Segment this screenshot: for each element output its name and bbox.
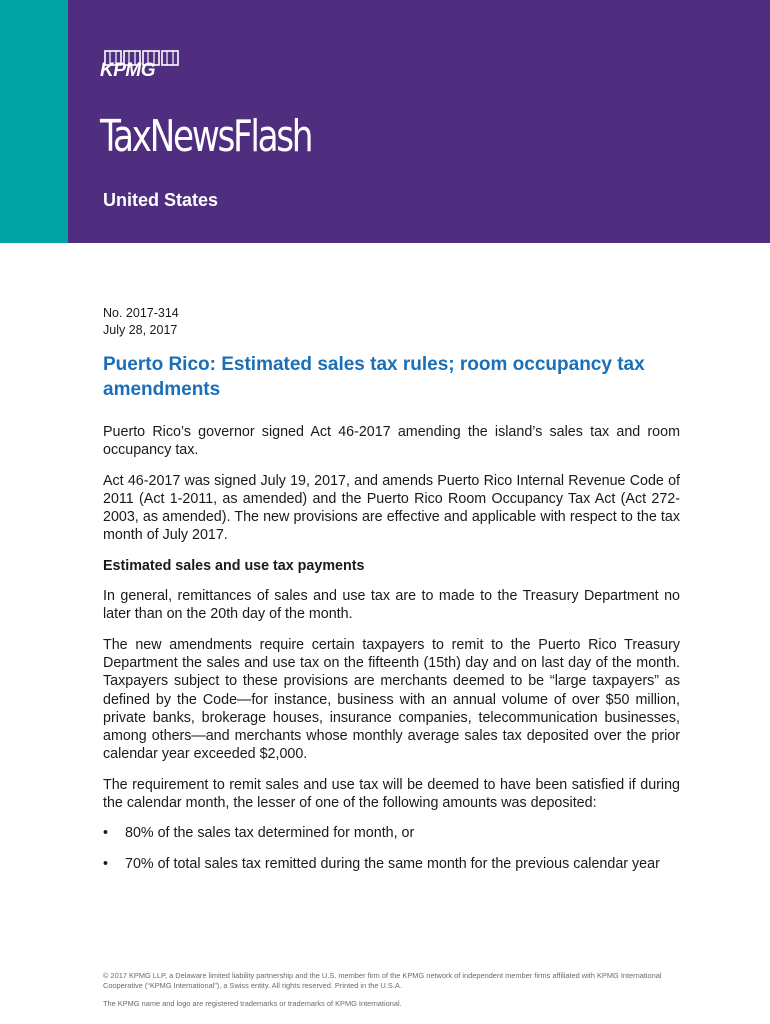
publication-title: TaxNewsFlash [100, 111, 312, 162]
paragraph-act-details: Act 46-2017 was signed July 19, 2017, and amends Puerto Rico Internal Revenue Code of 2011 (Act 1-2011, as amended) and the Puerto Rico Room Occupancy Tax Act (Act 272-2003, as amended). The new provisions are effective and applicable with respect to the tax month of July 2017. [103, 472, 680, 544]
list-item [103, 824, 680, 842]
issue-number: No. 2017-314 [103, 306, 179, 320]
bullet-icon: • [103, 855, 109, 872]
issue-date: July 28, 2017 [103, 323, 178, 337]
paragraph-new-amendments: The new amendments require certain taxpayers to remit to the Puerto Rico Treasury Department the sales and use tax on the fifteenth (15th) day and on last day of the month. Taxpayers subject to these provisions are merchants deemed to be “large taxpayers” as defined by the Code—for instance, business with an annual volume of over $50 million, private banks, brokerage houses, insurance companies, telecommunication businesses, among others—and merchants whose monthly average sales tax deposited over the prior calendar year exceeded $2,000. [103, 636, 680, 763]
page-footer [103, 971, 683, 1017]
teal-accent-strip [0, 0, 68, 243]
issue-meta [103, 305, 179, 339]
deposit-amounts-list [103, 824, 680, 873]
kpmg-logo [100, 50, 182, 86]
list-item [103, 855, 680, 873]
trademark-notice: The KPMG name and logo are registered trademarks or trademarks of KPMG International. [103, 999, 402, 1008]
list-item-text: 70% of total sales tax remitted during the same month for the previous calendar year [125, 855, 660, 872]
bullet-icon: • [103, 825, 109, 842]
paragraph-general-remittance: In general, remittances of sales and use tax are to made to the Treasury Department no later than on the 20th day of the month. [103, 588, 680, 623]
paragraph-requirement: The requirement to remit sales and use tax will be deemed to have been satisfied if during the calendar month, the lesser of one of the following amounts was deposited: [103, 776, 680, 812]
region-label: United States [103, 190, 219, 210]
header-banner [0, 0, 770, 243]
kpmg-logo-text: KPMG [100, 60, 155, 81]
section-heading: Estimated sales and use tax payments [103, 557, 365, 574]
paragraph-intro: Puerto Rico’s governor signed Act 46-2017 amending the island’s sales tax and room occupancy tax. [103, 424, 680, 459]
article-headline: Puerto Rico: Estimated sales tax rules; room occupancy tax amendments [103, 354, 645, 400]
list-item-text: 80% of the sales tax determined for month, or [125, 825, 415, 842]
article-body [103, 423, 680, 885]
copyright-notice: © 2017 KPMG LLP, a Delaware limited liability partnership and the U.S. member firm of the KPMG network of independent member firms affiliated with KPMG International Cooperative (“KPMG International”), a Swiss entity. All rights reserved. Printed in the U.S.A. [103, 971, 662, 990]
